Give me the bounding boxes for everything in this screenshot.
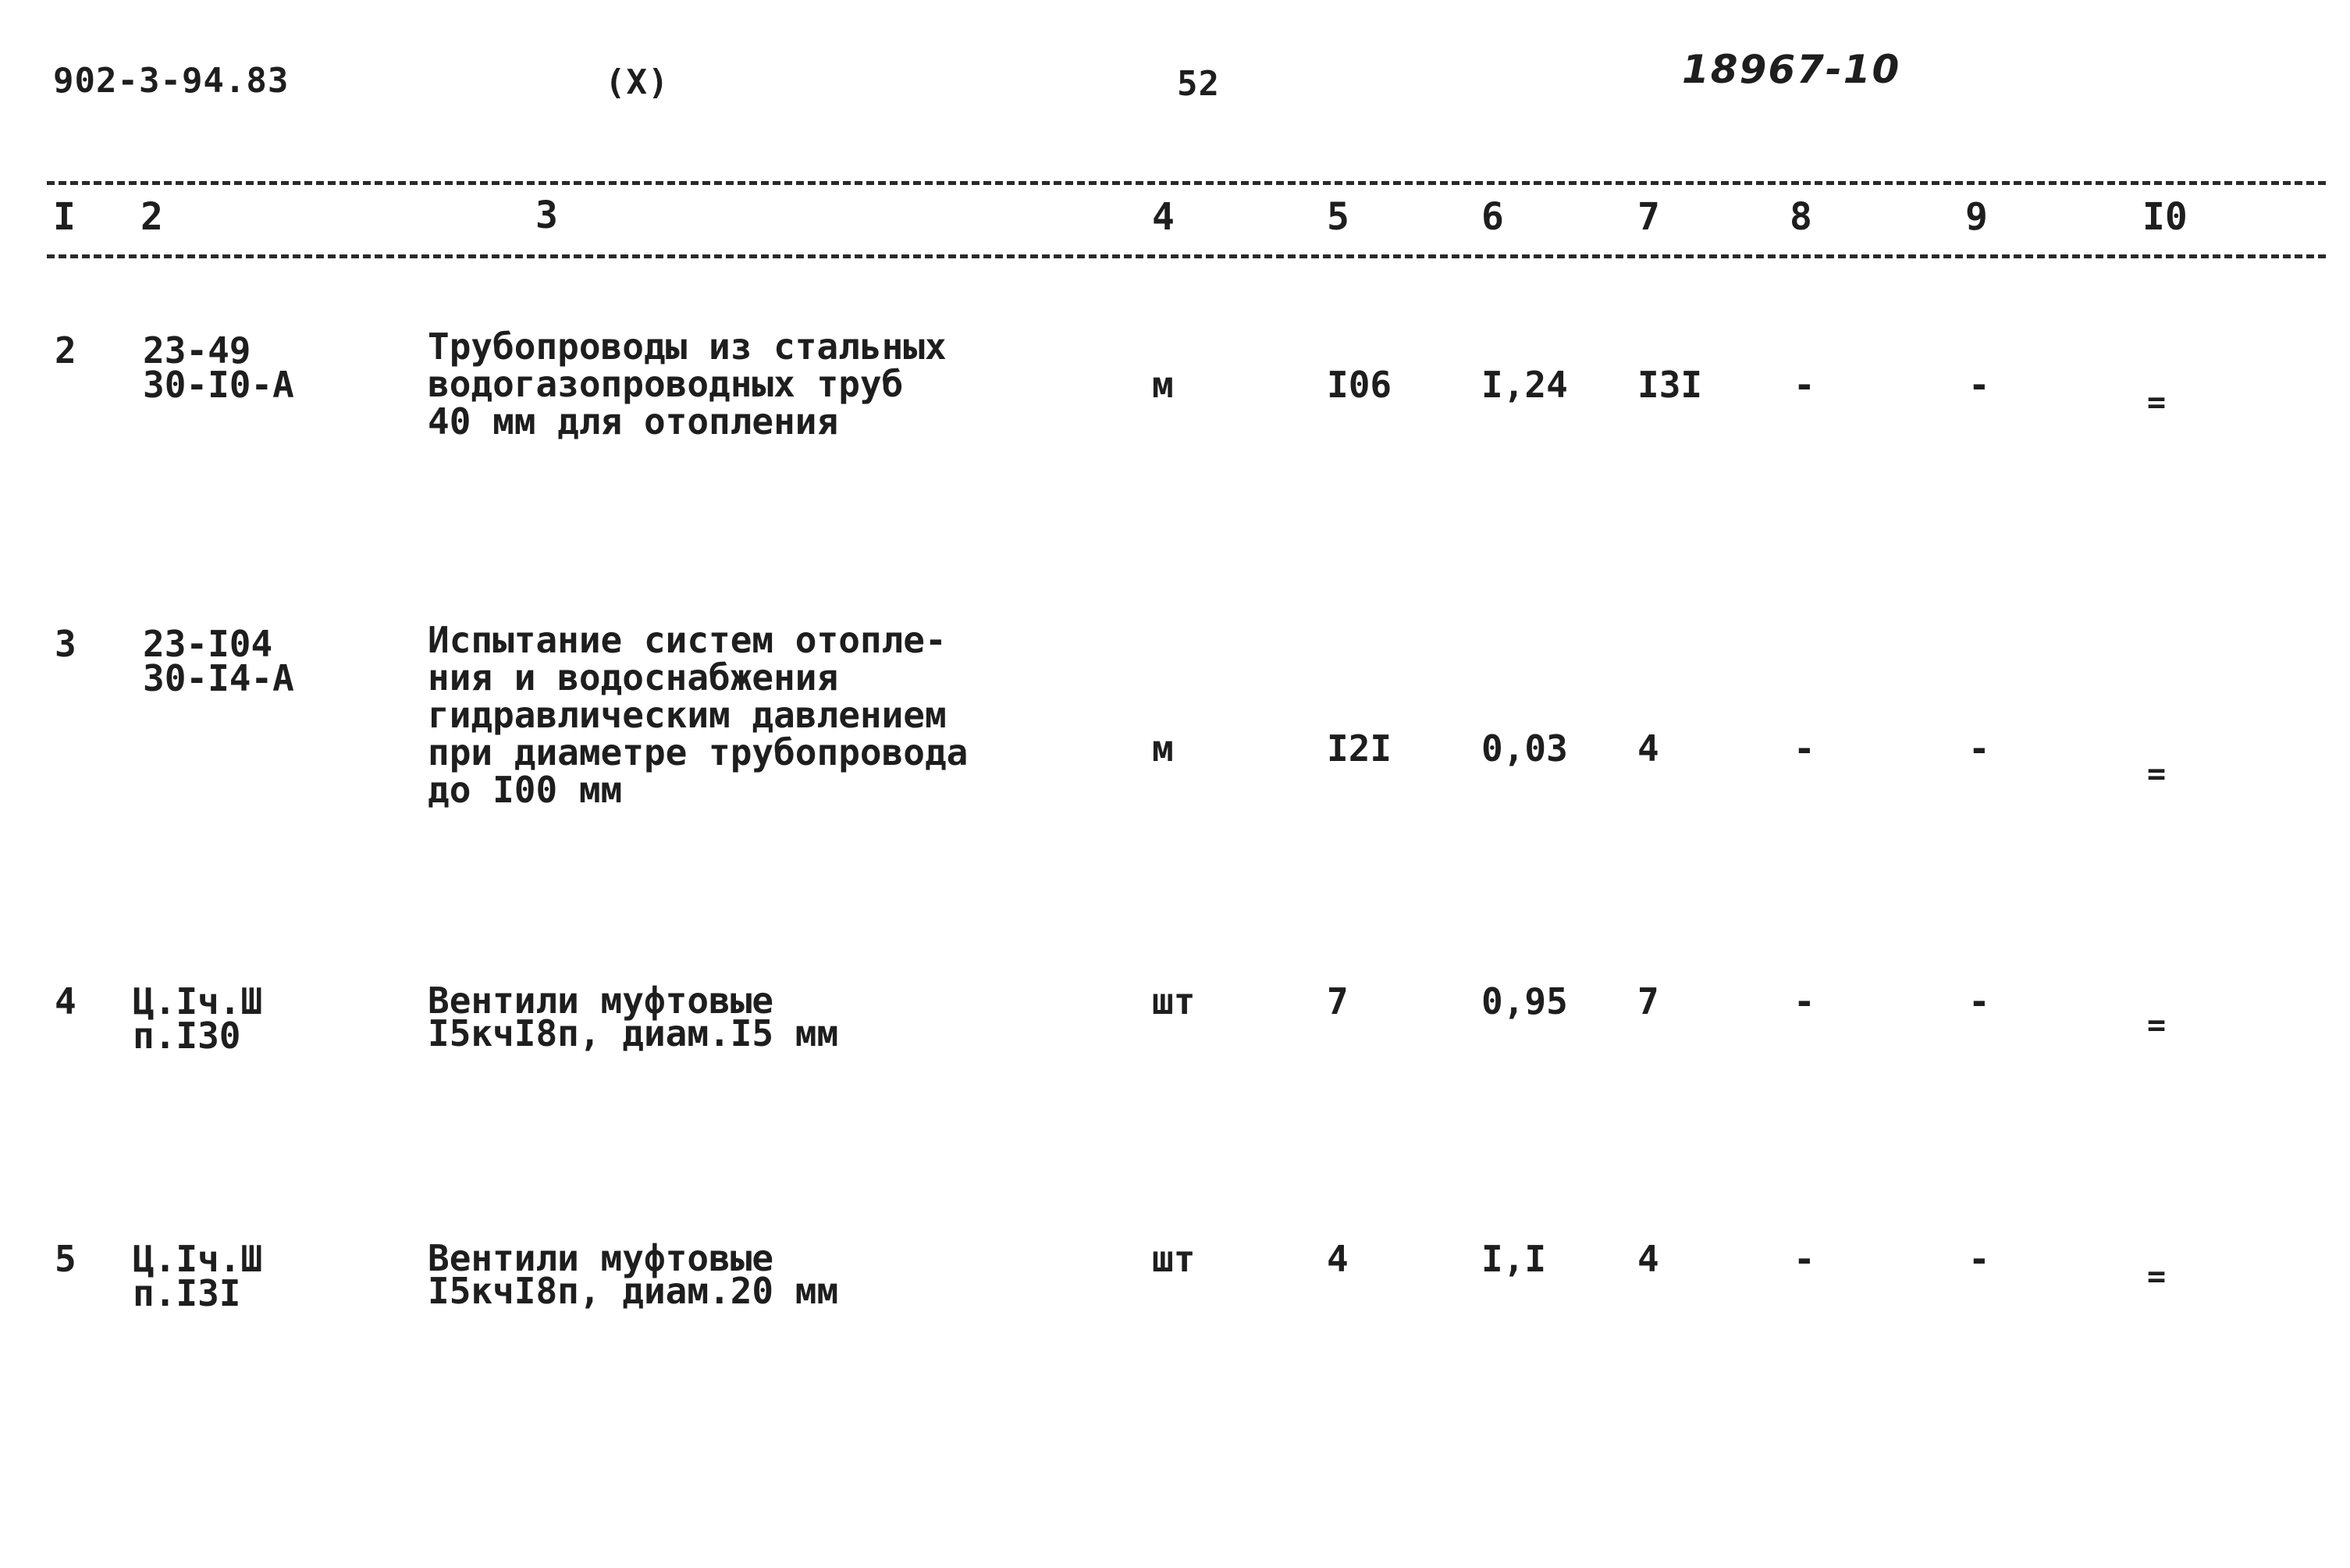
column-8-value: - — [1794, 727, 1815, 770]
row-number: 4 — [55, 980, 76, 1022]
description-line: Трубопроводы из стальных — [428, 325, 947, 368]
work-description — [428, 325, 947, 443]
column-header-1: I — [53, 195, 76, 239]
norm-code — [143, 331, 294, 404]
description-line: ния и водоснабжения — [428, 656, 839, 699]
column-header-8: 8 — [1790, 195, 1812, 239]
column-header-3: 3 — [535, 194, 558, 237]
description-line: Вентили муфтовые — [428, 1237, 774, 1279]
column-8-value: - — [1794, 1238, 1815, 1280]
column-header-5: 5 — [1327, 195, 1349, 239]
column-header-9: 9 — [1965, 195, 1988, 239]
norm-code — [133, 982, 262, 1055]
norm-code-line: 30-I0-A — [143, 364, 294, 406]
column-header-4: 4 — [1152, 195, 1175, 239]
header-top-rule — [47, 181, 2326, 185]
description-line: I5кчI8п, диам.20 мм — [428, 1270, 839, 1312]
total: 7 — [1637, 980, 1659, 1022]
rate: 0,95 — [1481, 980, 1568, 1022]
description-line: гидравлическим давлением — [428, 694, 947, 736]
unit: м — [1152, 364, 1174, 406]
quantity: 7 — [1327, 980, 1349, 1022]
document-code: 902-3-94.83 — [53, 61, 290, 101]
norm-code-line: Ц.Iч.Ш — [133, 980, 263, 1022]
row-number: 5 — [55, 1238, 76, 1280]
quantity: 4 — [1327, 1238, 1349, 1280]
row-number: 3 — [55, 623, 76, 665]
ditto-mark: = — [2146, 1259, 2167, 1295]
description-line: водогазопроводных труб — [428, 363, 904, 405]
quantity: I2I — [1327, 727, 1392, 770]
total: 4 — [1637, 727, 1659, 770]
description-line: I5кчI8п, диам.I5 мм — [428, 1012, 839, 1054]
norm-code-line: п.I30 — [133, 1015, 241, 1057]
description-line: до I00 мм — [428, 769, 623, 811]
column-8-value: - — [1794, 980, 1815, 1022]
section-number: (X) — [605, 62, 670, 102]
work-description — [428, 621, 968, 809]
total: I3I — [1637, 364, 1703, 406]
handwritten-number: 18967-10 — [1682, 47, 1901, 92]
column-header-6: 6 — [1481, 195, 1504, 239]
rate: I,24 — [1481, 364, 1568, 406]
rate: I,I — [1481, 1238, 1547, 1280]
unit: шт — [1152, 980, 1196, 1022]
ditto-mark: = — [2146, 1008, 2167, 1044]
column-8-value: - — [1794, 364, 1815, 406]
header-bottom-rule — [47, 254, 2326, 258]
quantity: I06 — [1327, 364, 1392, 406]
norm-code-line: 23-I04 — [143, 623, 273, 665]
work-description — [428, 1239, 838, 1310]
description-line: при диаметре трубопровода — [428, 731, 969, 773]
ditto-mark: = — [2146, 385, 2167, 421]
unit: м — [1152, 727, 1174, 770]
total: 4 — [1637, 1238, 1659, 1280]
norm-code-line: Ц.Iч.Ш — [133, 1238, 263, 1280]
column-9-value: - — [1968, 1238, 1990, 1280]
column-9-value: - — [1968, 364, 1990, 406]
norm-code-line: п.I3I — [133, 1272, 241, 1314]
norm-code — [143, 624, 294, 698]
description-line: 40 мм для отопления — [428, 400, 839, 443]
column-header-2: 2 — [140, 195, 163, 239]
rate: 0,03 — [1481, 727, 1568, 770]
norm-code-line: 30-I4-A — [143, 657, 294, 699]
description-line: Вентили муфтовые — [428, 980, 774, 1022]
row-number: 2 — [55, 329, 76, 372]
norm-code-line: 23-49 — [143, 329, 251, 372]
column-9-value: - — [1968, 980, 1990, 1022]
norm-code — [133, 1239, 262, 1313]
ditto-mark: = — [2146, 756, 2167, 792]
column-header-10: I0 — [2142, 195, 2188, 239]
work-description — [428, 982, 838, 1052]
unit: шт — [1152, 1238, 1196, 1280]
column-9-value: - — [1968, 727, 1990, 770]
column-header-7: 7 — [1637, 195, 1660, 239]
description-line: Испытание систем отопле- — [428, 619, 947, 661]
page-number: 52 — [1177, 64, 1220, 104]
